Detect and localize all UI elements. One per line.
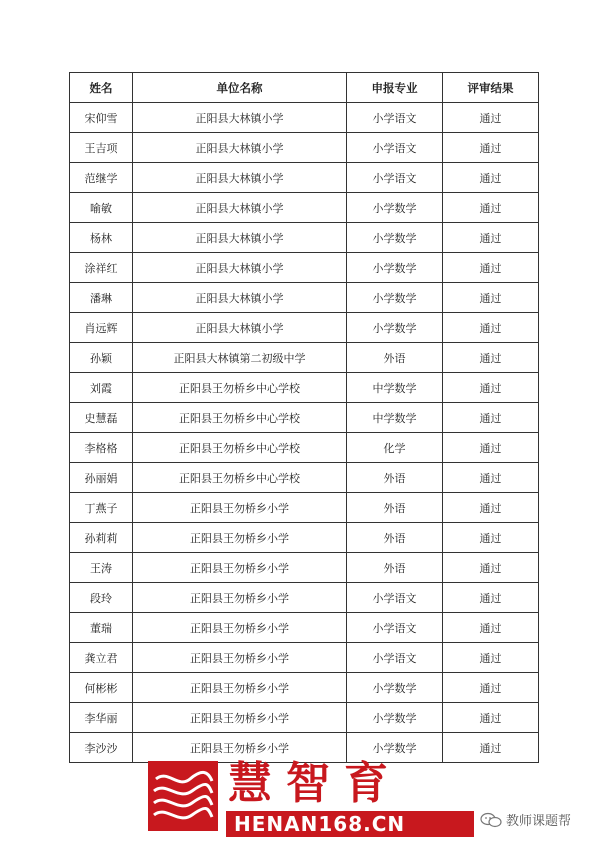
cell-name: 王吉项: [70, 133, 133, 163]
cell-name: 段玲: [70, 583, 133, 613]
table-row: [70, 103, 539, 133]
cell-unit: 正阳县王勿桥乡小学: [133, 493, 347, 523]
table-row: [70, 613, 539, 643]
header-unit: 单位名称: [133, 73, 347, 103]
cell-major: 外语: [347, 523, 443, 553]
logo-url: HENAN168.CN: [234, 812, 406, 836]
cell-unit: 正阳县王勿桥乡小学: [133, 613, 347, 643]
table-row: [70, 193, 539, 223]
cell-unit: 正阳县大林镇小学: [133, 283, 347, 313]
logo-mark-icon: [148, 761, 218, 831]
cell-unit: 正阳县王勿桥乡中心学校: [133, 433, 347, 463]
table-row: [70, 553, 539, 583]
cell-unit: 正阳县王勿桥乡中心学校: [133, 463, 347, 493]
cell-major: 小学数学: [347, 673, 443, 703]
cell-major: 外语: [347, 463, 443, 493]
cell-major: 小学数学: [347, 223, 443, 253]
cell-result: 通过: [443, 103, 539, 133]
cell-result: 通过: [443, 463, 539, 493]
cell-unit: 正阳县大林镇小学: [133, 193, 347, 223]
cell-result: 通过: [443, 433, 539, 463]
cell-major: 小学数学: [347, 253, 443, 283]
header-result: 评审结果: [443, 73, 539, 103]
cell-name: 王涛: [70, 553, 133, 583]
cell-major: 外语: [347, 553, 443, 583]
cell-major: 小学数学: [347, 193, 443, 223]
cell-name: 刘霞: [70, 373, 133, 403]
cell-result: 通过: [443, 643, 539, 673]
cell-unit: 正阳县大林镇第二初级中学: [133, 343, 347, 373]
cell-result: 通过: [443, 493, 539, 523]
watermark: [480, 810, 571, 829]
cell-name: 何彬彬: [70, 673, 133, 703]
table-row: [70, 223, 539, 253]
table-row: [70, 343, 539, 373]
cell-result: 通过: [443, 523, 539, 553]
cell-unit: 正阳县王勿桥乡小学: [133, 673, 347, 703]
cell-name: 肖远辉: [70, 313, 133, 343]
table-row: [70, 373, 539, 403]
table-row: [70, 403, 539, 433]
cell-unit: 正阳县王勿桥乡中心学校: [133, 403, 347, 433]
cell-name: 史慧磊: [70, 403, 133, 433]
cell-result: 通过: [443, 163, 539, 193]
logo-text: 慧智育: [228, 758, 402, 809]
cell-unit: 正阳县大林镇小学: [133, 313, 347, 343]
cell-unit: 正阳县王勿桥乡小学: [133, 523, 347, 553]
cell-name: 龚立君: [70, 643, 133, 673]
cell-unit: 正阳县王勿桥乡小学: [133, 643, 347, 673]
cell-name: 孙丽娟: [70, 463, 133, 493]
cell-result: 通过: [443, 673, 539, 703]
table-row: [70, 523, 539, 553]
cell-name: 杨林: [70, 223, 133, 253]
cell-result: 通过: [443, 613, 539, 643]
cell-major: 小学语文: [347, 583, 443, 613]
cell-major: 中学数学: [347, 373, 443, 403]
cell-result: 通过: [443, 373, 539, 403]
cell-result: 通过: [443, 283, 539, 313]
table-header-row: [70, 73, 539, 103]
cell-result: 通过: [443, 583, 539, 613]
table-row: [70, 463, 539, 493]
cell-unit: 正阳县王勿桥乡小学: [133, 703, 347, 733]
cell-major: 化学: [347, 433, 443, 463]
cell-name: 李华丽: [70, 703, 133, 733]
cell-major: 外语: [347, 493, 443, 523]
table-row: [70, 313, 539, 343]
header-name: 姓名: [70, 73, 133, 103]
table-row: [70, 283, 539, 313]
cell-result: 通过: [443, 343, 539, 373]
watermark-text: 教师课题帮: [506, 814, 572, 829]
cell-name: 宋仰雪: [70, 103, 133, 133]
cell-result: 通过: [443, 223, 539, 253]
cell-major: 小学语文: [347, 163, 443, 193]
results-table: [69, 72, 539, 763]
cell-major: 小学数学: [347, 703, 443, 733]
table-row: [70, 493, 539, 523]
cell-name: 范继学: [70, 163, 133, 193]
cell-name: 潘琳: [70, 283, 133, 313]
cell-result: 通过: [443, 253, 539, 283]
cell-name: 李沙沙: [70, 733, 133, 763]
cell-major: 小学语文: [347, 613, 443, 643]
table-row: [70, 253, 539, 283]
cell-name: 喻敏: [70, 193, 133, 223]
cell-major: 小学语文: [347, 133, 443, 163]
cell-unit: 正阳县大林镇小学: [133, 103, 347, 133]
table-row: [70, 433, 539, 463]
cell-result: 通过: [443, 193, 539, 223]
cell-result: 通过: [443, 733, 539, 763]
table-row: [70, 133, 539, 163]
cell-name: 孙莉莉: [70, 523, 133, 553]
cell-name: 涂祥红: [70, 253, 133, 283]
table-row: [70, 673, 539, 703]
table-body: [70, 103, 539, 763]
cell-result: 通过: [443, 313, 539, 343]
header-major: 申报专业: [347, 73, 443, 103]
table-row: [70, 163, 539, 193]
cell-major: 小学数学: [347, 313, 443, 343]
footer-logo: [148, 757, 578, 847]
cell-result: 通过: [443, 133, 539, 163]
wechat-icon: [480, 812, 502, 828]
cell-unit: 正阳县王勿桥乡中心学校: [133, 373, 347, 403]
cell-name: 李格格: [70, 433, 133, 463]
cell-major: 外语: [347, 343, 443, 373]
cell-name: 董瑞: [70, 613, 133, 643]
cell-major: 小学语文: [347, 643, 443, 673]
results-table-container: [69, 72, 538, 763]
cell-major: 小学数学: [347, 733, 443, 763]
cell-major: 小学语文: [347, 103, 443, 133]
cell-name: 丁燕子: [70, 493, 133, 523]
cell-major: 中学数学: [347, 403, 443, 433]
cell-unit: 正阳县大林镇小学: [133, 163, 347, 193]
cell-unit: 正阳县大林镇小学: [133, 253, 347, 283]
table-row: [70, 583, 539, 613]
cell-major: 小学数学: [347, 283, 443, 313]
cell-result: 通过: [443, 403, 539, 433]
cell-unit: 正阳县大林镇小学: [133, 133, 347, 163]
cell-unit: 正阳县王勿桥乡小学: [133, 733, 347, 763]
cell-result: 通过: [443, 703, 539, 733]
cell-result: 通过: [443, 553, 539, 583]
table-row: [70, 703, 539, 733]
cell-unit: 正阳县王勿桥乡小学: [133, 583, 347, 613]
cell-unit: 正阳县大林镇小学: [133, 223, 347, 253]
table-row: [70, 643, 539, 673]
cell-unit: 正阳县王勿桥乡小学: [133, 553, 347, 583]
cell-name: 孙颖: [70, 343, 133, 373]
